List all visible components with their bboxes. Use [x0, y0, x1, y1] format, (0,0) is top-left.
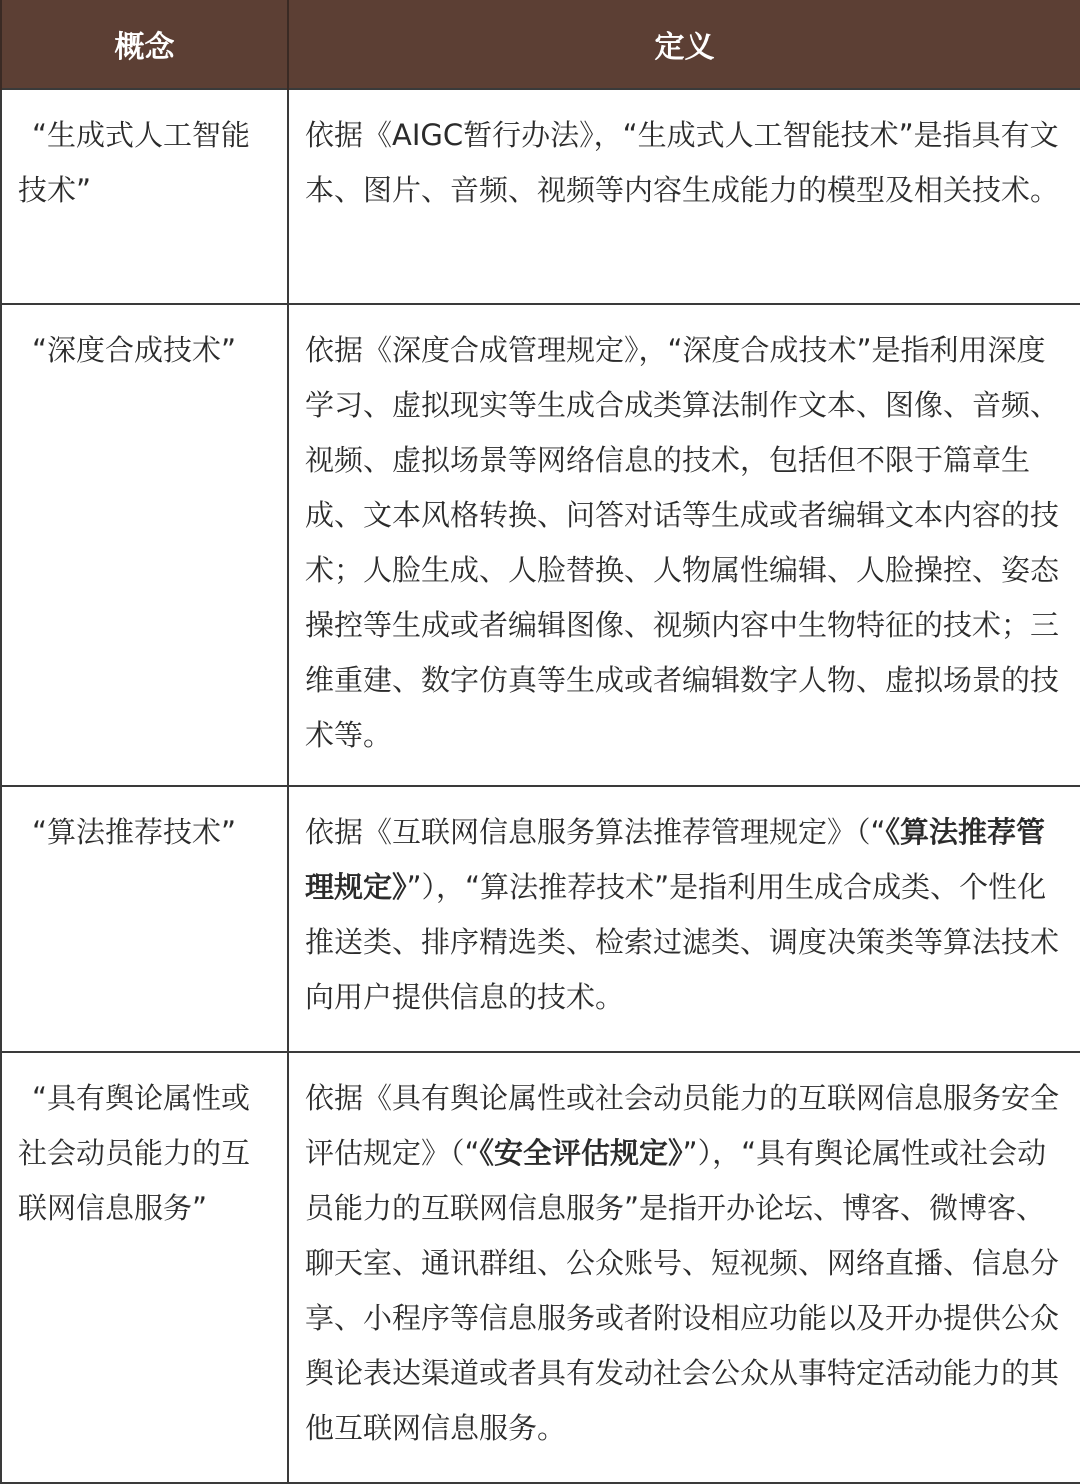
table-row — [1, 304, 1080, 786]
definition-cell — [288, 786, 1080, 1052]
definition-text-post: ”），“算法推荐技术”是指利用生成合成类、个性化推送类、排序精选类、检索过滤类、调度决策类等算法技术向用户提供信息的技术。 — [305, 870, 1060, 1014]
term-public-opinion-service: “具有舆论属性或社会动员能力的互联网信息服务” — [18, 1081, 251, 1225]
term-cell — [1, 304, 288, 786]
definition-text-pre: 依据《互联网信息服务算法推荐管理规定》（“ — [305, 815, 886, 849]
definition-short-name: 《算法推荐管理规定》 — [305, 815, 1046, 904]
term-cell — [1, 89, 288, 304]
table-row — [1, 786, 1080, 1052]
definition-cell — [288, 89, 1080, 304]
definition-cell — [288, 1052, 1080, 1483]
definition-text: 依据《AIGC暂行办法》，“生成式人工智能技术”是指具有文本、图片、音频、视频等内容生成能力的模型及相关技术。 — [305, 118, 1060, 207]
term-cell — [1, 1052, 288, 1483]
header-definition: 定义 — [288, 0, 1080, 89]
header-concept: 概念 — [1, 0, 288, 89]
definition-cell — [288, 304, 1080, 786]
term-algorithm-recommendation: “算法推荐技术” — [32, 815, 237, 849]
table-header-row — [1, 0, 1080, 89]
table-row — [1, 89, 1080, 304]
definition-text-post: ”），“具有舆论属性或社会动员能力的互联网信息服务”是指开办论坛、博客、微博客、聊天室、通讯群组、公众账号、短视频、网络直播、信息分享、小程序等信息服务或者附设相应功能以及开办提供公众舆论表达渠道或者具有发动社会公众从事特定活动能力的其他互联网信息服务。 — [305, 1136, 1060, 1445]
term-generative-ai: “生成式人工智能技术” — [18, 118, 251, 207]
definition-text: 依据《深度合成管理规定》，“深度合成技术”是指利用深度学习、虚拟现实等生成合成类算法制作文本、图像、音频、视频、虚拟场景等网络信息的技术，包括但不限于篇章生成、文本风格转换、问答对话等生成或者编辑文本内容的技术；人脸生成、人脸替换、人物属性编辑、人脸操控、姿态操控等生成或者编辑图像、视频内容中生物特征的技术；三维重建、数字仿真等生成或者编辑数字人物、虚拟场景的技术等。 — [305, 333, 1060, 752]
term-deep-synthesis: “深度合成技术” — [32, 333, 237, 367]
definition-short-name: 《安全评估规定》 — [479, 1136, 683, 1170]
table-row — [1, 1052, 1080, 1483]
term-cell — [1, 786, 288, 1052]
definition-text-pre: 依据《具有舆论属性或社会动员能力的互联网信息服务安全评估规定》（“ — [305, 1081, 1060, 1170]
